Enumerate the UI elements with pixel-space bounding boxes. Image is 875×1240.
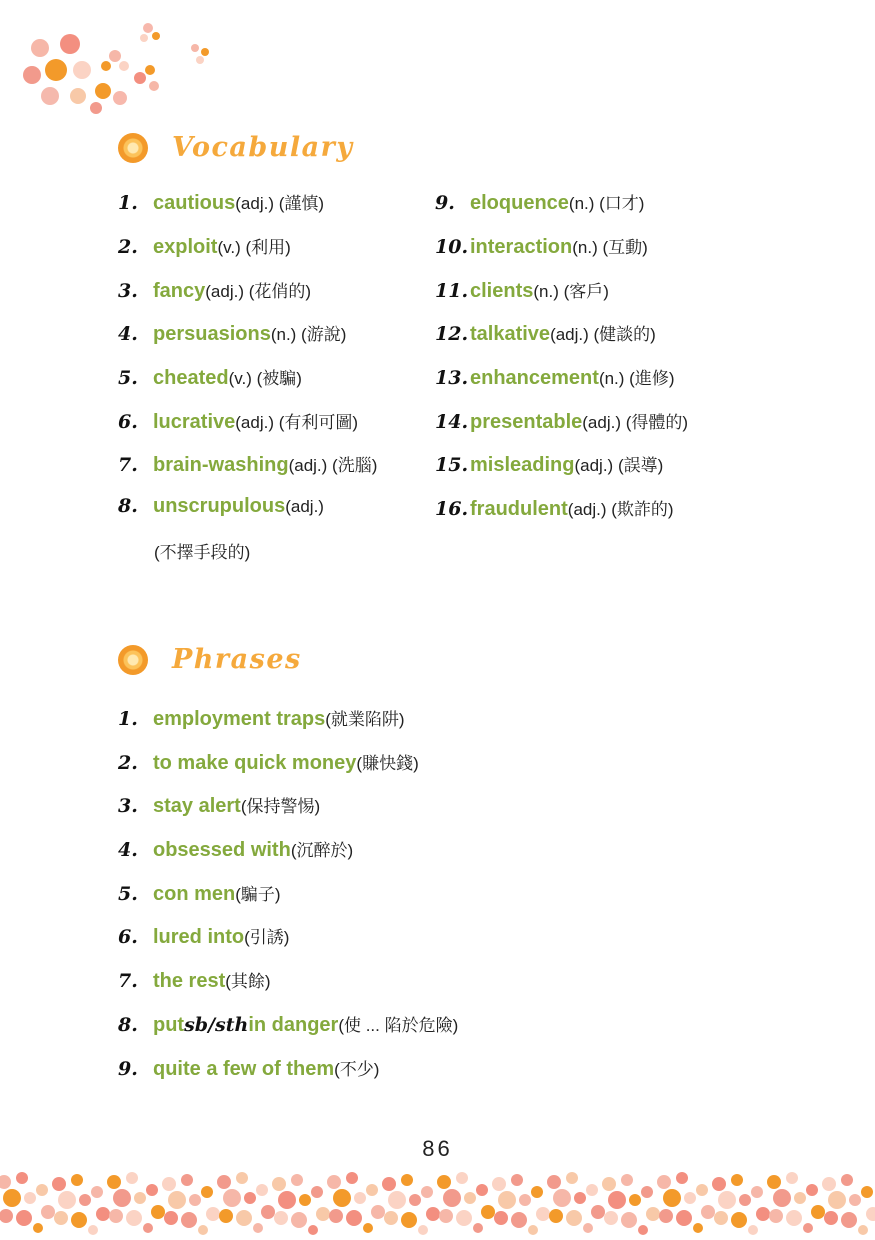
vocab-item — [435, 189, 644, 215]
vocab-definition: (adj.) — [285, 497, 324, 516]
vocab-word: lucrative — [153, 411, 236, 433]
vocab-item — [435, 495, 674, 521]
vocab-word: presentable — [470, 411, 583, 433]
vocab-item — [435, 277, 609, 303]
vocab-word: brain-washing — [153, 454, 289, 476]
vocab-item — [118, 233, 291, 259]
item-number: 5. — [118, 367, 138, 389]
vocab-item — [118, 495, 324, 518]
item-number: 12. — [435, 323, 469, 345]
vocab-definition: (adj.) (健談的) — [550, 325, 656, 344]
vocab-item — [118, 451, 377, 477]
phrase-translation: (保持警惕) — [240, 797, 321, 816]
page-number: 86 — [422, 1136, 453, 1161]
vocab-definition: (n.) (客戶) — [533, 282, 609, 301]
vocab-definition: (n.) (口才) — [568, 194, 645, 213]
vocab-definition: (adj.) (有利可圖) — [235, 413, 359, 432]
vocab-word: talkative — [470, 323, 551, 345]
phrase-translation: (就業陷阱) — [325, 710, 405, 729]
vocab-item — [118, 320, 346, 346]
item-number: 2. — [118, 236, 138, 258]
phrase-text: the rest — [153, 970, 226, 992]
vocab-word: interaction — [470, 236, 573, 258]
circle-bullet-icon — [118, 645, 148, 675]
phrase-text: to make quick money — [153, 752, 357, 774]
vocab-word: exploit — [153, 236, 218, 258]
item-number: 1. — [118, 192, 138, 214]
vocab-definition-continuation: (不擇手段的) — [154, 543, 251, 562]
phrase-text: obsessed with — [153, 839, 291, 861]
item-number: 6. — [118, 926, 138, 948]
vocab-definition: (n.) (游說) — [270, 325, 347, 344]
phrase-translation: (不少) — [334, 1060, 380, 1079]
phrase-text: con men — [153, 883, 236, 905]
item-number: 5. — [118, 883, 138, 905]
phrase-translation: (沉醉於) — [290, 841, 354, 860]
vocab-item — [435, 408, 688, 434]
phrase-item — [118, 836, 353, 862]
flower-decoration-top — [0, 0, 240, 125]
phrase-item — [118, 967, 271, 993]
item-number: 9. — [435, 192, 455, 214]
item-number: 11. — [435, 280, 469, 302]
phrase-item — [118, 923, 289, 949]
section-title: Phrases — [172, 644, 302, 675]
item-number: 9. — [118, 1058, 138, 1080]
flower-decoration-bottom — [0, 1168, 875, 1240]
phrase-item — [118, 1011, 458, 1037]
phrase-text: quite a few of them — [153, 1058, 335, 1080]
item-number: 7. — [118, 970, 138, 992]
phrase-translation: (賺快錢) — [356, 754, 419, 773]
phrase-text: stay alert — [153, 795, 241, 817]
phrase-item — [118, 705, 405, 731]
vocab-definition: (v.) (利用) — [217, 238, 291, 257]
circle-bullet-icon — [118, 133, 148, 163]
phrases-heading — [118, 644, 302, 675]
phrase-translation: (騙子) — [235, 885, 281, 904]
vocab-word: unscrupulous — [153, 495, 286, 517]
item-number: 3. — [118, 795, 138, 817]
vocab-item — [118, 408, 358, 434]
item-number: 2. — [118, 752, 138, 774]
vocab-definition: (adj.) (得體的) — [582, 413, 689, 432]
phrase-placeholder: sb/sth — [184, 1014, 249, 1036]
phrase-text: employment traps — [153, 708, 326, 730]
item-number: 1. — [118, 708, 138, 730]
vocab-item — [118, 277, 311, 303]
vocab-definition: (adj.) (花俏的) — [205, 282, 312, 301]
vocab-item — [435, 364, 674, 390]
phrase-item — [118, 880, 281, 906]
item-number: 16. — [435, 498, 469, 520]
item-number: 15. — [435, 454, 469, 476]
phrase-translation: (其餘) — [225, 972, 271, 991]
phrase-translation: (引誘) — [244, 928, 290, 947]
vocab-definition: (v.) (被騙) — [228, 369, 302, 388]
phrase-text: put — [153, 1014, 185, 1036]
vocabulary-heading — [118, 132, 354, 163]
item-number: 10. — [435, 236, 469, 258]
vocab-item — [435, 320, 656, 346]
vocab-item — [118, 364, 302, 390]
item-number: 4. — [118, 839, 138, 861]
vocab-item — [435, 451, 663, 477]
vocab-word: persuasions — [153, 323, 271, 345]
phrase-text: in danger — [248, 1014, 339, 1036]
item-number: 8. — [118, 1014, 138, 1036]
vocab-definition: (n.) (互動) — [572, 238, 648, 257]
vocab-definition: (adj.) (洗腦) — [288, 456, 378, 475]
vocab-definition: (n.) (進修) — [598, 369, 675, 388]
item-number: 3. — [118, 280, 138, 302]
phrase-item — [118, 1055, 379, 1081]
item-number: 7. — [118, 454, 138, 476]
vocab-definition: (adj.) (謹慎) — [235, 194, 325, 213]
item-number: 4. — [118, 323, 138, 345]
vocab-item — [118, 189, 324, 215]
vocab-word: enhancement — [470, 367, 599, 389]
vocab-definition: (adj.) (欺詐的) — [567, 500, 674, 519]
vocab-word: cheated — [153, 367, 229, 389]
section-title: Vocabulary — [172, 132, 354, 163]
phrase-item — [118, 749, 419, 775]
phrase-item — [118, 792, 320, 818]
item-number: 6. — [118, 411, 138, 433]
vocab-word: misleading — [470, 454, 575, 476]
item-number: 13. — [435, 367, 469, 389]
item-number: 8. — [118, 495, 138, 517]
vocab-word: fancy — [153, 280, 206, 302]
phrase-text: lured into — [153, 926, 245, 948]
vocab-definition: (adj.) (誤導) — [574, 456, 664, 475]
vocab-word: cautious — [153, 192, 236, 214]
vocab-word: fraudulent — [470, 498, 568, 520]
vocab-word: eloquence — [470, 192, 569, 214]
vocab-word: clients — [470, 280, 534, 302]
item-number: 14. — [435, 411, 469, 433]
vocab-item — [435, 233, 648, 259]
phrase-translation: (使 ... 陷於危險) — [338, 1016, 459, 1035]
